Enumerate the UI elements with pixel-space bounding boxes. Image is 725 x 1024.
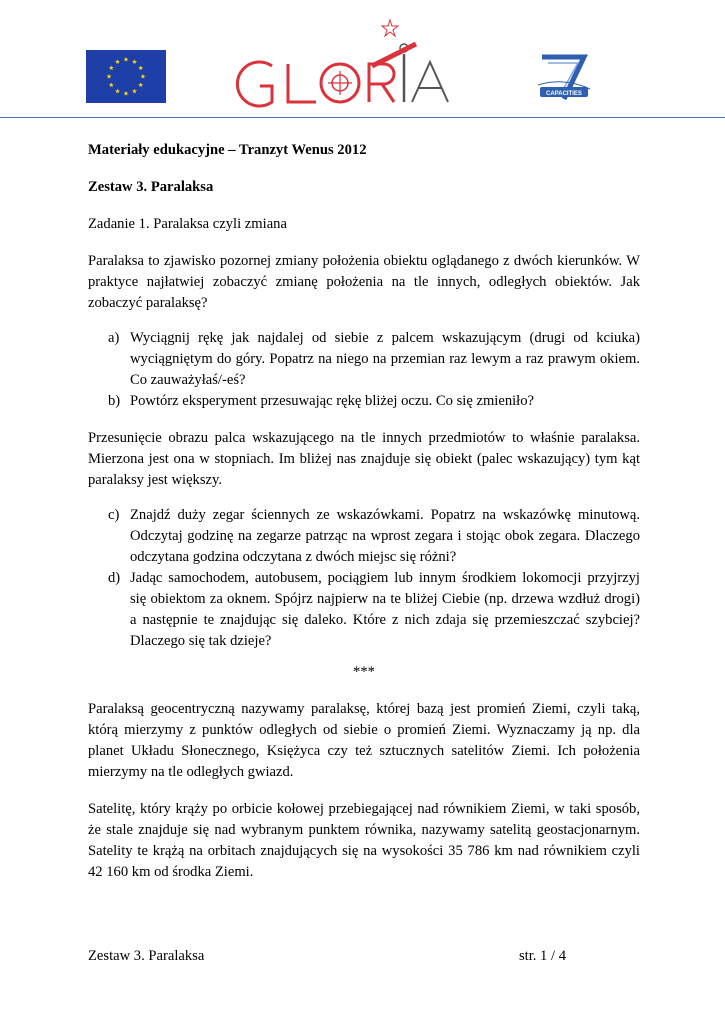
geocentric-parallax-paragraph: Paralaksą geocentryczną nazywamy paralaksę, której bazą jest promień Ziemi, czyli taką, którą mierzymy z punktów odległych od siebie o promień Ziemi. Wyznaczamy ją np. dla planet Układu Słonecznego, Księżyca czy też sztucznych satelitów Ziemi. Ich położenia mierzymy na tle odległych gwiazd. [88, 701, 640, 780]
footer-title: Zestaw 3. Paralaksa [88, 948, 205, 964]
section-separator: *** [353, 664, 375, 680]
list-marker: d) [108, 570, 121, 586]
list-item [88, 328, 640, 391]
list-marker: c) [108, 507, 120, 523]
page-number: str. 1 / 4 [518, 948, 566, 964]
set-title: Zestaw 3. Paralaksa [88, 179, 214, 195]
explanation-paragraph: Przesunięcie obrazu palca wskazującego na tle innych przedmiotów to właśnie paralaksa. Mierzona jest ona w stopniach. Im bliżej nas znajduje się obiekt (palec wskazujący) tym kąt paralaksy jest większy. [88, 430, 640, 488]
list-item [88, 391, 640, 412]
document-body [88, 140, 640, 883]
document-title: Materiały edukacyjne – Tranzyt Wenus 2012 [88, 142, 367, 158]
list-item [88, 568, 640, 652]
list-marker: a) [108, 330, 120, 346]
fp7-capacities-logo [534, 47, 594, 107]
list-item [88, 505, 640, 568]
geostationary-paragraph: Satelitę, który krąży po orbicie kołowej przebiegającej nad równikiem Ziemi, w taki sposób, że stale znajduje się nad wybranym punktem równika, nazywamy satelitą geostacjonarnym. Satelity te krążą na orbitach znajdujących się na wysokości 35 786 km nad równikiem czyli 42 160 km od środka Ziemi. [88, 801, 640, 880]
intro-paragraph: Paralaksa to zjawisko pozornej zmiany położenia obiektu oglądanego z dwóch kierunków. W praktyce najłatwiej zobaczyć zmianę położenia na tle innych, odległych obiektów. Jak zobaczyć paralaksę? [88, 253, 640, 311]
list-item-text: Powtórz eksperyment przesuwając rękę bliżej oczu. Co się zmieniło? [130, 393, 535, 409]
eu-flag-icon [86, 50, 166, 103]
gloria-logo [232, 14, 454, 114]
question-list-1 [88, 328, 640, 412]
list-item-text: Znajdź duży zegar ściennych ze wskazówkami. Popatrz na wskazówkę minutową. Odczytaj godzinę na zegarze patrząc na wprost zegara i stojąc obok zegara. Dlaczego odczytana godzina odczytana z dwóch miejsc się różni? [130, 507, 640, 565]
list-item-text: Wyciągnij rękę jak najdalej od siebie z palcem wskazującym (drugi od kciuka) wyciągniętym do góry. Popatrz na niego na przemian raz lewym a raz prawym okiem. Co zauważyłaś/-eś? [130, 330, 640, 388]
header-divider [0, 117, 725, 118]
list-item-text: Jadąc samochodem, autobusem, pociągiem lub innym środkiem lokomocji przyjrzyj się obiektom za oknem. Spójrz najpierw na te bliżej Ciebie (np. drzewa wzdłuż drogi) a następnie te znajdując się daleko. Które z nich zdaja się przemieszczać szybciej? Dlaczego się tak dzieje? [130, 570, 640, 649]
page-header [0, 0, 725, 118]
task-title: Zadanie 1. Paralaksa czyli zmiana [88, 216, 287, 232]
list-marker: b) [108, 393, 121, 409]
question-list-2 [88, 505, 640, 652]
svg-text:CAPACITIES: CAPACITIES [546, 91, 582, 97]
